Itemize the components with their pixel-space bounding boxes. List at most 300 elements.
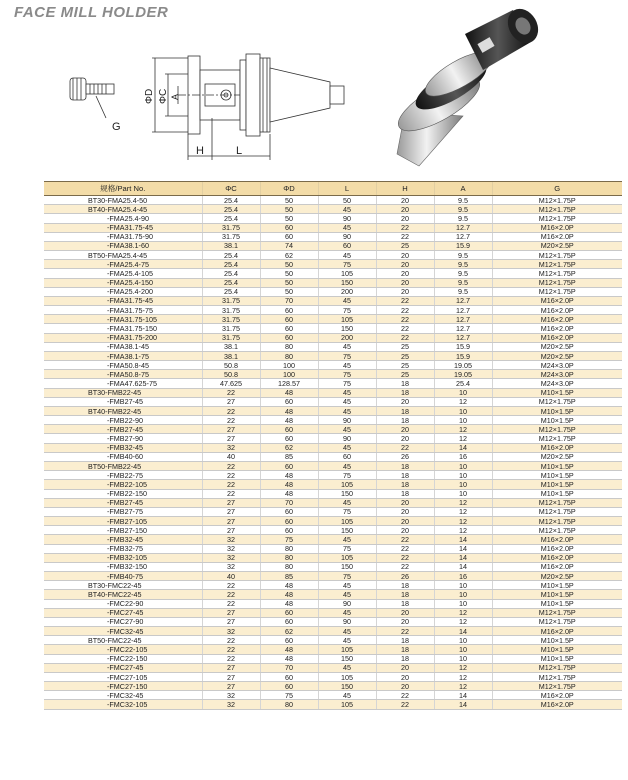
table-row [44,241,622,250]
table-cell: 14 [434,443,492,452]
table-cell: 62 [260,627,318,636]
table-row [44,617,622,626]
table-row [44,627,622,636]
table-cell: 60 [260,324,318,333]
table-row [44,306,622,315]
table-cell: M10×1.5P [492,590,622,599]
table-cell: 32 [202,562,260,571]
table-row [44,572,622,581]
table-cell: 22 [202,406,260,415]
table-cell: 9.5 [434,287,492,296]
table-row [44,691,622,700]
table-cell: 12.7 [434,315,492,324]
table-cell: M16×2.0P [492,223,622,232]
dim-h-label: H [196,145,204,157]
table-cell: M10×1.5P [492,645,622,654]
table-cell: 105 [318,480,376,489]
table-cell: 50 [260,205,318,214]
table-cell: 10 [434,590,492,599]
table-cell: 74 [260,241,318,250]
table-cell: 60 [260,232,318,241]
table-row [44,654,622,663]
table-cell: 22 [202,654,260,663]
table-cell: 85 [260,452,318,461]
table-cell: 22 [376,562,434,571]
table-cell: 50.8 [202,361,260,370]
part-no-cell: -FMA31.75-75 [44,306,202,315]
table-cell: M12×1.75P [492,672,622,681]
table-cell: M10×1.5P [492,581,622,590]
table-cell: 25.4 [202,196,260,205]
table-cell: 70 [260,296,318,305]
table-cell: 80 [260,562,318,571]
table-cell: 20 [376,498,434,507]
table-cell: M16×2.0P [492,627,622,636]
dim-g-label: G [112,121,121,133]
table-row [44,663,622,672]
table-cell: 10 [434,645,492,654]
table-cell: 45 [318,406,376,415]
table-cell: M12×1.75P [492,507,622,516]
table-cell: 105 [318,645,376,654]
table-cell: 62 [260,251,318,260]
table-cell: 150 [318,278,376,287]
table-cell: 20 [376,196,434,205]
table-cell: 27 [202,672,260,681]
table-cell: 9.5 [434,196,492,205]
table-cell: 20 [376,269,434,278]
table-cell: 45 [318,498,376,507]
table-cell: 12.7 [434,333,492,342]
table-cell: 22 [376,627,434,636]
part-no-cell: -FMB32-45 [44,443,202,452]
part-no-cell: -FMA25.4-200 [44,287,202,296]
table-cell: 22 [376,306,434,315]
table-cell: 75 [318,544,376,553]
table-cell: 12 [434,434,492,443]
part-no-cell: BT40-FMC22-45 [44,590,202,599]
table-cell: 90 [318,599,376,608]
table-cell: 25 [376,351,434,360]
table-cell: 60 [260,333,318,342]
part-no-cell: -FMA38.1-75 [44,351,202,360]
table-cell: 105 [318,517,376,526]
table-cell: 27 [202,608,260,617]
table-cell: 80 [260,351,318,360]
table-cell: 45 [318,223,376,232]
table-cell: 200 [318,333,376,342]
table-cell: M12×1.75P [492,682,622,691]
table-cell: 45 [318,205,376,214]
table-cell: 32 [202,443,260,452]
table-cell: 60 [260,434,318,443]
table-row [44,205,622,214]
table-cell: 15.9 [434,342,492,351]
table-cell: 20 [376,251,434,260]
table-cell: 10 [434,654,492,663]
table-cell: M10×1.5P [492,461,622,470]
table-cell: 14 [434,544,492,553]
table-cell: 22 [376,700,434,709]
table-cell: M24×3.0P [492,379,622,388]
table-cell: 18 [376,471,434,480]
table-cell: 90 [318,214,376,223]
table-cell: 40 [202,452,260,461]
table-cell: 25.4 [202,251,260,260]
table-cell: 48 [260,581,318,590]
table-cell: M12×1.75P [492,526,622,535]
part-no-cell: -FMA50.8-75 [44,370,202,379]
table-cell: 40 [202,572,260,581]
table-cell: 12 [434,517,492,526]
table-row [44,397,622,406]
table-cell: 22 [376,324,434,333]
table-cell: 22 [376,691,434,700]
table-row [44,232,622,241]
part-no-cell: -FMB22-90 [44,416,202,425]
part-no-cell: -FMC22-150 [44,654,202,663]
table-cell: 150 [318,489,376,498]
table-cell: 25.4 [434,379,492,388]
table-cell: 50.8 [202,370,260,379]
table-cell: M12×1.75P [492,608,622,617]
table-row [44,700,622,709]
table-row [44,406,622,415]
table-cell: 22 [202,645,260,654]
col-header-c: ΦC [202,182,260,196]
table-cell: M10×1.5P [492,654,622,663]
table-row [44,296,622,305]
table-cell: 14 [434,535,492,544]
table-cell: 25 [376,241,434,250]
table-cell: 18 [376,406,434,415]
table-cell: 12.7 [434,296,492,305]
part-no-cell: -FMA38.1-45 [44,342,202,351]
table-cell: M16×2.0P [492,553,622,562]
dim-d-label: ΦD [144,88,155,104]
part-no-cell: -FMA47.625-75 [44,379,202,388]
table-cell: 48 [260,406,318,415]
table-cell: 10 [434,471,492,480]
table-cell: 45 [318,636,376,645]
table-cell: 38.1 [202,241,260,250]
table-cell: 50 [260,214,318,223]
table-cell: 22 [376,315,434,324]
table-cell: 20 [376,507,434,516]
table-cell: 50 [260,287,318,296]
table-cell: 60 [260,425,318,434]
table-cell: 10 [434,388,492,397]
table-cell: 12 [434,498,492,507]
table-cell: 20 [376,672,434,681]
part-no-cell: -FMA25.4-90 [44,214,202,223]
table-cell: M10×1.5P [492,471,622,480]
table-cell: 45 [318,296,376,305]
table-cell: M16×2.0P [492,691,622,700]
table-cell: 22 [202,636,260,645]
table-cell: 27 [202,682,260,691]
table-row [44,425,622,434]
table-cell: 50 [260,196,318,205]
table-cell: 75 [318,370,376,379]
part-no-cell: -FMB27-45 [44,498,202,507]
table-cell: 22 [202,471,260,480]
part-no-cell: BT30-FMC22-45 [44,581,202,590]
table-cell: 85 [260,572,318,581]
table-cell: M10×1.5P [492,416,622,425]
table-cell: M24×3.0P [492,361,622,370]
table-cell: 32 [202,627,260,636]
table-cell: 60 [260,682,318,691]
part-no-cell: BT30-FMA25.4-50 [44,196,202,205]
part-no-cell: BT50-FMC22-45 [44,636,202,645]
table-cell: 22 [376,544,434,553]
table-row [44,214,622,223]
table-cell: 10 [434,461,492,470]
table-cell: 75 [260,535,318,544]
table-cell: 45 [318,663,376,672]
table-cell: 27 [202,397,260,406]
table-cell: 26 [376,452,434,461]
table-cell: 18 [376,480,434,489]
table-cell: 80 [260,342,318,351]
table-cell: M12×1.75P [492,617,622,626]
part-no-cell: -FMA38.1-60 [44,241,202,250]
table-cell: M10×1.5P [492,489,622,498]
table-row [44,581,622,590]
part-no-cell: -FMB32-45 [44,535,202,544]
table-cell: 22 [376,232,434,241]
table-cell: 105 [318,553,376,562]
table-row [44,562,622,571]
table-cell: 22 [376,223,434,232]
col-header-part-no: 规格/Part No. [44,182,202,196]
table-cell: 105 [318,315,376,324]
col-header-d: ΦD [260,182,318,196]
part-no-cell: BT50-FMA25.4-45 [44,251,202,260]
table-cell: 60 [260,636,318,645]
table-row [44,416,622,425]
table-cell: 27 [202,517,260,526]
table-cell: 32 [202,691,260,700]
part-no-cell: BT50-FMB22-45 [44,461,202,470]
table-cell: 80 [260,553,318,562]
part-no-cell: -FMB22-150 [44,489,202,498]
table-cell: M20×2.5P [492,351,622,360]
part-no-cell: -FMB22-75 [44,471,202,480]
part-no-cell: -FMC32-105 [44,700,202,709]
table-row [44,379,622,388]
part-no-cell: BT40-FMA25.4-45 [44,205,202,214]
dim-l-label: L [236,145,243,157]
table-cell: 45 [318,608,376,617]
table-cell: 80 [260,700,318,709]
table-row [44,461,622,470]
part-no-cell: -FMB27-105 [44,517,202,526]
table-cell: 10 [434,406,492,415]
table-cell: 10 [434,416,492,425]
table-cell: 20 [376,517,434,526]
table-cell: M12×1.75P [492,205,622,214]
part-no-cell: -FMA31.75-200 [44,333,202,342]
table-cell: 18 [376,599,434,608]
table-row [44,672,622,681]
table-cell: M12×1.75P [492,434,622,443]
table-cell: 27 [202,617,260,626]
table-row [44,324,622,333]
table-cell: 45 [318,590,376,599]
part-no-cell: -FMA31.75-45 [44,296,202,305]
table-cell: 19.05 [434,370,492,379]
table-cell: 60 [260,672,318,681]
table-cell: 50 [260,269,318,278]
table-row [44,342,622,351]
table-cell: 31.75 [202,296,260,305]
table-cell: 75 [318,260,376,269]
table-cell: 20 [376,214,434,223]
table-cell: 50 [318,196,376,205]
table-cell: 48 [260,590,318,599]
table-cell: M10×1.5P [492,388,622,397]
table-row [44,526,622,535]
table-cell: 16 [434,572,492,581]
table-cell: 12.7 [434,232,492,241]
table-cell: 9.5 [434,251,492,260]
part-no-cell: -FMA31.75-150 [44,324,202,333]
table-cell: 20 [376,682,434,691]
table-cell: 60 [318,452,376,461]
table-cell: 18 [376,388,434,397]
table-cell: M12×1.75P [492,287,622,296]
table-cell: 12 [434,507,492,516]
table-cell: M16×2.0P [492,700,622,709]
table-cell: 14 [434,553,492,562]
part-no-cell: -FMC27-105 [44,672,202,681]
table-cell: 60 [260,526,318,535]
table-cell: M20×2.5P [492,241,622,250]
table-cell: M20×2.5P [492,342,622,351]
part-no-cell: BT30-FMB22-45 [44,388,202,397]
table-cell: 26 [376,572,434,581]
table-cell: 14 [434,691,492,700]
table-cell: M16×2.0P [492,333,622,342]
table-cell: M16×2.0P [492,324,622,333]
table-row [44,287,622,296]
table-cell: 25 [376,361,434,370]
table-cell: 20 [376,434,434,443]
table-cell: 38.1 [202,342,260,351]
table-cell: 22 [202,480,260,489]
table-cell: 20 [376,260,434,269]
table-cell: 22 [202,416,260,425]
table-cell: 60 [318,241,376,250]
table-cell: 75 [318,572,376,581]
table-cell: 75 [318,351,376,360]
table-cell: 20 [376,617,434,626]
part-no-cell: -FMA31.75-90 [44,232,202,241]
table-cell: 12 [434,672,492,681]
table-cell: 22 [202,599,260,608]
table-cell: 75 [318,471,376,480]
table-cell: 32 [202,700,260,709]
part-no-cell: -FMB27-45 [44,425,202,434]
table-cell: 45 [318,397,376,406]
table-row [44,682,622,691]
table-cell: 31.75 [202,315,260,324]
table-cell: 45 [318,388,376,397]
table-cell: 27 [202,507,260,516]
table-cell: 22 [376,296,434,305]
table-row [44,370,622,379]
part-no-cell: -FMC22-105 [44,645,202,654]
table-cell: M12×1.75P [492,278,622,287]
table-cell: 31.75 [202,324,260,333]
table-cell: 48 [260,416,318,425]
part-no-cell: -FMA31.75-45 [44,223,202,232]
table-cell: 48 [260,388,318,397]
table-cell: 9.5 [434,269,492,278]
table-cell: 50 [260,278,318,287]
part-no-cell: -FMC27-90 [44,617,202,626]
table-cell: M24×3.0P [492,370,622,379]
table-cell: 18 [376,416,434,425]
table-cell: 62 [260,443,318,452]
part-no-cell: -FMC32-45 [44,691,202,700]
col-header-g: G [492,182,622,196]
table-cell: 45 [318,251,376,260]
table-cell: M10×1.5P [492,480,622,489]
table-cell: 22 [202,581,260,590]
table-cell: 12 [434,526,492,535]
table-cell: 20 [376,425,434,434]
table-cell: 70 [260,663,318,672]
table-cell: 27 [202,425,260,434]
table-row [44,333,622,342]
table-cell: 150 [318,562,376,571]
table-cell: 19.05 [434,361,492,370]
table-cell: 12.7 [434,324,492,333]
spec-table [44,181,622,710]
table-cell: 12.7 [434,223,492,232]
table-cell: M10×1.5P [492,406,622,415]
table-cell: 20 [376,526,434,535]
table-cell: M16×2.0P [492,562,622,571]
table-cell: 60 [260,608,318,617]
table-row [44,361,622,370]
table-cell: 38.1 [202,351,260,360]
part-no-cell: -FMB40-75 [44,572,202,581]
table-cell: M12×1.75P [492,425,622,434]
table-cell: M20×2.5P [492,572,622,581]
part-no-cell: -FMB22-105 [44,480,202,489]
table-cell: 10 [434,636,492,645]
table-cell: 18 [376,645,434,654]
table-cell: 12 [434,682,492,691]
table-cell: M12×1.75P [492,269,622,278]
table-cell: 105 [318,672,376,681]
table-cell: 10 [434,581,492,590]
dim-c-label: ΦC [158,88,169,104]
part-no-cell: -FMB27-75 [44,507,202,516]
col-header-h: H [376,182,434,196]
table-cell: M12×1.75P [492,251,622,260]
table-cell: 75 [318,379,376,388]
table-row [44,269,622,278]
part-no-cell: -FMA31.75-105 [44,315,202,324]
table-cell: 18 [376,489,434,498]
table-cell: 18 [376,581,434,590]
part-no-cell: BT40-FMB22-45 [44,406,202,415]
